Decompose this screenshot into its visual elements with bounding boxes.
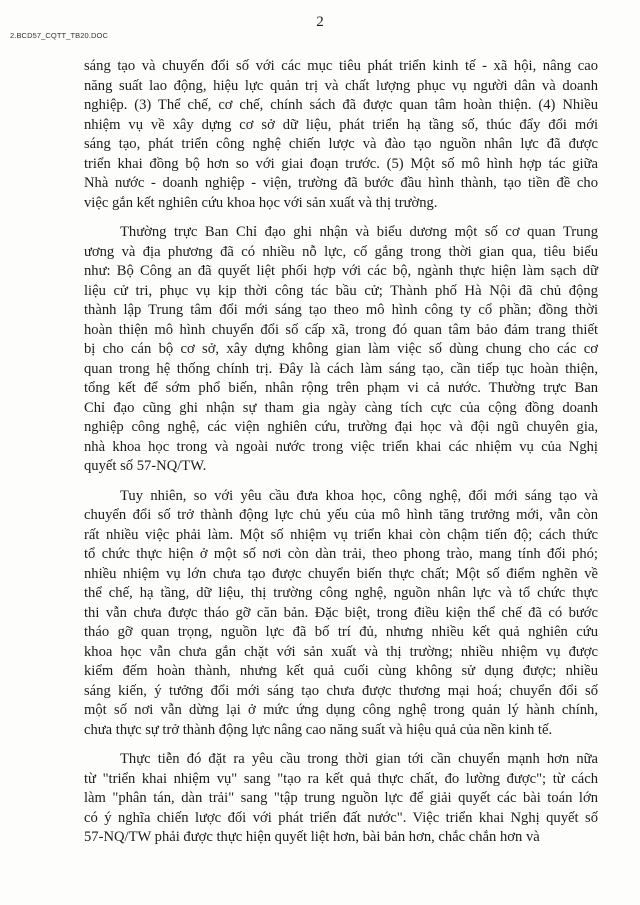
text-line: làm "phân tán, dàn trải" sang "tập trung nguồn lực để giải quyết các bài toán lớn	[84, 790, 598, 806]
text-line: từ "triển khai nhiệm vụ" sang "tạo ra kết quả thực chất, đo lường được"; từ cách	[84, 770, 598, 787]
text-line: tổ chức thực hiện ở một số nơi còn dàn trải, theo phong trào, mang tính đối phó;	[84, 546, 598, 562]
text-line: Chỉ đạo cũng ghi nhận sự tham gia ngày càng tích cực của cộng đồng doanh	[84, 399, 598, 416]
text-line: nghiệp công nghệ, các viện nghiên cứu, trường đại học và đội ngũ chuyên gia,	[84, 419, 598, 435]
file-name-header: 2.BCD57_CQTT_TB20.DOC	[10, 31, 108, 40]
text-line: sáng tạo, phát triển công nghệ chiến lược và đào tạo nguồn nhân lực đã được	[84, 136, 598, 152]
page-number: 2	[316, 14, 324, 30]
text-line: bị cho cán bộ cơ sở, xây dựng không gian làm việc số dùng chung cho các cơ	[84, 341, 598, 357]
text-line: nghiệp. (3) Thể chế, cơ chế, chính sách đã được quan tâm hoàn thiện. (4) Nhiều	[84, 97, 598, 113]
document-body	[84, 57, 598, 848]
text-line: Thường trực Ban Chỉ đạo ghi nhận và biểu dương một số cơ quan Trung	[120, 224, 598, 240]
text-line: quan trong hệ thống chính trị. Đây là cách làm sáng tạo, cần tiếp tục hoàn thiện,	[84, 360, 598, 377]
text-line: thi vẫn chưa được tháo gỡ căn bản. Đặc biệt, trong điều kiện thể chế đã có bước	[84, 604, 598, 621]
text-line: sáng tạo và chuyển đổi số với các mục tiêu phát triển kinh tế - xã hội, nâng cao	[84, 58, 598, 74]
text-line: quyết số 57-NQ/TW.	[84, 458, 207, 474]
paragraph-gap	[84, 477, 598, 487]
text-line: 57-NQ/TW phải được thực hiện quyết liệt hơn, bài bản hơn, chắc chắn hơn và	[84, 829, 540, 845]
text-line: thể chế, hạ tầng, dữ liệu, thị trường công nghệ, nguồn nhân lực và tổ chức thực	[84, 585, 598, 601]
text-line: thành lập Trung tâm đổi mới sáng tạo theo mô hình công ty cổ phần; đồng thời	[84, 302, 598, 318]
text-line: chuyển đổi số trở thành động lực chủ yếu của mô hình tăng trưởng mới, vẫn còn	[84, 507, 598, 523]
text-line: kiểm đếm hoàn thành, nhưng kết quả cuối cùng không sử dụng được; nhiều	[84, 663, 598, 679]
text-line: việc gắn kết nghiên cứu khoa học với sản xuất và thị trường.	[84, 194, 438, 211]
text-line: Nhà nước - doanh nghiệp - viện, trường đã bước đầu hình thành, tạo tiền đề cho	[84, 175, 598, 191]
text-line: chưa thực sự trở thành động lực nâng cao năng suất và hiệu quả của nền kinh tế.	[84, 721, 553, 738]
text-line: triển khai đồng bộ hơn so với giai đoạn trước. (5) Một số mô hình hợp tác giữa	[84, 155, 598, 172]
text-line: tháo gỡ quan trọng, nguồn lực đã bố trí đủ, nhưng nhiều kết quả nghiên cứu	[84, 624, 598, 640]
text-line: Tuy nhiên, so với yêu cầu đưa khoa học, công nghệ, đổi mới sáng tạo và	[120, 487, 598, 504]
text-line: rất nhiều việc phải làm. Một số nhiệm vụ triển khai còn chậm tiến độ; cách thức	[84, 526, 598, 543]
text-line: tổng kết để sớm phổ biến, nhân rộng trên phạm vi cả nước. Thường trực Ban	[84, 380, 598, 396]
text-line: liệu cử tri, phục vụ kịp thời công tác bầu cử; Thành phố Hà Nội đã chủ động	[84, 282, 598, 299]
paragraph	[84, 750, 598, 848]
text-line: nhiệm vụ về xây dựng cơ sở dữ liệu, phát triển hạ tầng số, thúc đẩy đổi mới	[84, 116, 598, 133]
text-line: ương và địa phương đã có nhiều nỗ lực, cố gắng trong thời gian qua, tiêu biểu	[84, 243, 598, 260]
paragraph	[84, 57, 598, 213]
text-line: có ý nghĩa chiến lược đối với phát triển đất nước". Việc triển khai Nghị quyết số	[84, 809, 598, 826]
text-line: năng suất lao động, hiệu lực quản trị và chất lượng phục vụ người dân và doanh	[84, 77, 598, 94]
text-line: một số nơi vẫn dừng lại ở mức ứng dụng công nghệ trong quản lý hành chính,	[84, 702, 598, 718]
paragraph	[84, 223, 598, 477]
paragraph-gap	[84, 213, 598, 223]
text-line: hoàn thiện mô hình chuyển đổi số cấp xã, trong đó quan tâm bảo đảm trang thiết	[84, 321, 598, 338]
text-line: nhà khoa học trong và ngoài nước trong việc triển khai các nhiệm vụ của Nghị	[84, 438, 598, 455]
paragraph-gap	[84, 740, 598, 750]
text-line: sáng kiến, ý tưởng đổi mới sáng tạo chưa được thương mại hoá; chuyển đổi số	[84, 682, 598, 699]
paragraph	[84, 487, 598, 741]
text-line: nhiều nhiệm vụ lớn chưa tạo được chuyển biến thực chất; Một số điểm nghẽn về	[84, 565, 598, 582]
text-line: như: Bộ Công an đã quyết liệt phối hợp với các bộ, ngành thực hiện làm sạch dữ	[84, 263, 598, 279]
text-line: Thực tiễn đó đặt ra yêu cầu trong thời gian tới cần chuyển mạnh hơn nữa	[120, 751, 598, 767]
text-line: khoa học vẫn chưa gắn chặt với sản xuất và thị trường; nhiều nhiệm vụ được	[84, 643, 598, 660]
